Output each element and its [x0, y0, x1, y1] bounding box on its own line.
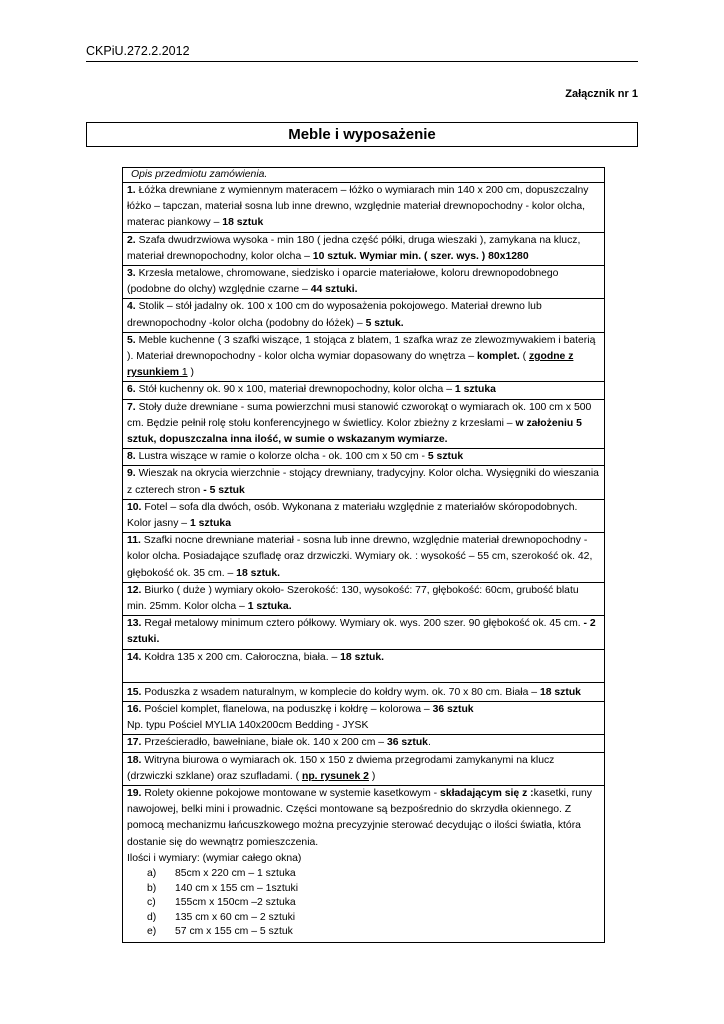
list-text: 85cm x 220 cm – 1 sztuka [175, 867, 296, 879]
item-text-end: . [427, 737, 431, 749]
item-quantity: 18 sztuk [539, 686, 581, 698]
item-quantity: 1 sztuka. [247, 601, 292, 613]
item-number: 15. [127, 686, 142, 698]
item-number: 10. [127, 501, 142, 513]
item-cell [123, 649, 605, 682]
item-text: Meble kuchenne ( 3 szafki wiszące, 1 stojąca z blatem, 1 szafka wraz ze zlewozmywakiem i baterią ). Materiał drewnopochodny - kolor olcha wymiar dopasowany do wnętrza – [127, 334, 596, 363]
item-number: 17. [127, 737, 142, 749]
table-row [123, 582, 605, 615]
item-cell [123, 533, 605, 583]
item-cell [123, 785, 605, 942]
item-text: Fotel – sofa dla dwóch, osób. Wykonana z materiału względnie z materiałów skóropodobnych. Kolor jasny – [127, 501, 578, 530]
list-item [127, 882, 600, 897]
item-number: 11. [127, 535, 141, 547]
table-row [123, 332, 605, 382]
table-row [123, 399, 605, 449]
item-quantity: 18 sztuk. [236, 567, 281, 579]
item-text: Pościel komplet, flanelowa, na poduszkę i kołdrę – kolorowa – [144, 703, 430, 715]
item-text: Stoły duże drewniane - suma powierzchni musi stanowić czworokąt o wymiarach ok. 100 cm x 500 cm. Będzie pełnił rolę stołu konferencyjnego w świetlicy. Kolor zbieżny z krzesłami – [127, 401, 592, 429]
list-text: 57 cm x 155 cm – 5 sztuk [175, 926, 293, 938]
item-text: Krzesła metalowe, chromowane, siedzisko i oparcie materiałowe, koloru drewnopodobnego (podobne do olchy) względnie czarne – [127, 268, 559, 296]
list-text: 135 cm x 60 cm – 2 sztuki [175, 911, 296, 923]
item-quantity: 10 sztuk. Wymiar min. ( szer. wys. ) 80x1280 [312, 250, 529, 262]
table-row [123, 752, 605, 785]
item-cell [123, 682, 605, 701]
item-text: Biurko ( duże ) wymiary około- Szerokość: 130, wysokość: 77, głębokość: 60cm, grubość blatu min. 25mm. Kolor olcha – [127, 584, 579, 613]
table-row [123, 168, 605, 183]
list-letter: c) [147, 897, 156, 909]
item-cell [123, 449, 605, 466]
item-text: Witryna biurowa o wymiarach ok. 150 x 150 z dwiema przegrodami zamykanymi na klucz (drzwiczki szklane) oraz szufladami. ( [127, 754, 555, 782]
table-row [123, 299, 605, 332]
item-quantity: 1 sztuka [454, 384, 496, 396]
item-quantity: 36 sztuk [386, 737, 428, 749]
dimensions-label: Ilości i wymiary: (wymiar całego okna) [127, 852, 302, 864]
item-quantity: 44 sztuki. [310, 284, 358, 296]
document-reference: CKPiU.272.2.2012 [86, 44, 190, 58]
item-number: 5. [127, 334, 136, 346]
item-cell [123, 752, 605, 785]
item-quantity: 18 sztuk [222, 217, 264, 229]
item-cell [123, 616, 605, 649]
item-product-example: Np. typu Pościel MYLIA 140x200cm Bedding - JYSK [127, 720, 369, 732]
item-text-end: ) [187, 367, 195, 379]
item-number: 2. [127, 234, 136, 246]
item-number: 6. [127, 384, 136, 396]
item-text-end: ) [368, 770, 376, 782]
page-title: Meble i wyposażenie [86, 122, 638, 147]
table-row [123, 701, 605, 734]
drawing-number: 1 [178, 367, 188, 379]
item-quantity: w założeniu 5 sztuk, dopuszczalna inna ilość, w sumie o wskazanym wymiarze. [127, 417, 582, 446]
item-number: 14. [127, 651, 142, 663]
item-text: Poduszka z wsadem naturalnym, w komplecie do kołdry wym. ok. 70 x 80 cm. Biała – [144, 686, 538, 698]
table-row [123, 735, 605, 752]
list-letter: d) [147, 911, 157, 923]
list-letter: a) [147, 867, 157, 879]
header-divider [86, 61, 638, 62]
table-row [123, 785, 605, 942]
item-number: 3. [127, 268, 136, 280]
table-row [123, 466, 605, 499]
item-quantity: 1 sztuka [189, 518, 231, 530]
item-cell [123, 266, 605, 299]
annex-label: Załącznik nr 1 [565, 88, 638, 100]
item-cell [123, 332, 605, 382]
item-text-mid: ( [519, 351, 529, 363]
item-cell [123, 466, 605, 499]
item-cell [123, 183, 605, 233]
table-row [123, 533, 605, 583]
item-number: 18. [127, 754, 142, 766]
item-number: 12. [127, 584, 142, 596]
item-quantity: komplet. [477, 351, 520, 363]
item-cell [123, 399, 605, 449]
table-row [123, 649, 605, 682]
item-number: 16. [127, 703, 142, 715]
list-text: 140 cm x 155 cm – 1sztuki [175, 882, 299, 894]
list-text: 155cm x 150cm –2 sztuka [175, 897, 296, 909]
item-quantity: 5 sztuk [427, 451, 464, 463]
item-quantity: 5 sztuk. [365, 317, 404, 329]
drawing-reference: np. rysunek 2 [301, 770, 369, 782]
item-text: Stolik – stół jadalny ok. 100 x 100 cm do wyposażenia pokojowego. Materiał drewno lub drewnopochodny -kolor olcha (podobny do łóżek) – [127, 301, 542, 329]
item-text: Lustra wiszące w ramie o kolorze olcha - ok. 100 cm x 50 cm - [138, 451, 425, 463]
item-number: 9. [127, 468, 136, 480]
item-cell [123, 701, 605, 734]
item-cell [123, 232, 605, 265]
item-text: Stół kuchenny ok. 90 x 100, materiał drewnopochodny, kolor olcha – [138, 384, 453, 396]
item-text: Regał metalowy minimum cztero półkowy. Wymiary ok. wys. 200 szer. 90 głębokość ok. 45 cm. [144, 618, 581, 630]
item-cell [123, 299, 605, 332]
item-text: Wieszak na okrycia wierzchnie - stojący drewniany, tradycyjny. Kolor olcha. Wysięgniki do wieszania z czterech stron [127, 468, 599, 496]
items-table [122, 167, 605, 943]
item-number: 19. [127, 787, 142, 799]
table-row [123, 682, 605, 701]
item-text: Kołdra 135 x 200 cm. Całoroczna, biała. – [144, 651, 338, 663]
list-letter: e) [147, 926, 157, 938]
item-description: kasetki, runy nawojowej, belki mini i prowadnic. Części montowane są bezpośrednio do skrzydła okiennego. Z pomocą mechanizmu łańcuszkowego można precyzyjnie sterować decydując o ilości światła, która dostanie się do wewnątrz pomieszczenia. [127, 787, 592, 848]
intro-cell: Opis przedmiotu zamówienia. [123, 168, 605, 183]
list-item [127, 911, 600, 926]
table-row [123, 266, 605, 299]
item-number: 8. [127, 451, 136, 463]
drawing-reference: zgodne z rysunkiem [127, 351, 574, 379]
item-text: Szafki nocne drewniane materiał - sosna lub inne drewno, względnie materiał drewnopochodny - kolor olcha. Posiadające szufladę oraz drzwiczki. Wymiary ok. : wysokość – 55 cm, szerokość ok. 42, głębokość ok. 35 cm. – [127, 535, 593, 579]
item-quantity: składającym się z : [440, 787, 534, 799]
item-number: 13. [127, 618, 142, 630]
list-letter: b) [147, 882, 157, 894]
list-item [127, 925, 600, 940]
item-number: 4. [127, 301, 136, 313]
item-cell [123, 582, 605, 615]
item-text: Łóżka drewniane z wymiennym materacem – łóżko o wymiarach min 140 x 200 cm, dopuszczalny łóżko – tapczan, materiał sosna lub inne drewno, względnie materiał drewnopochodny - kolor olcha, materac piankowy – [127, 185, 589, 229]
table-row [123, 232, 605, 265]
item-text: Szafa dwudrzwiowa wysoka - min 180 ( jedna część półki, druga wieszaki ), zamykana na klucz, materiał drewnopochodny, kolor olcha – [127, 234, 581, 262]
table-row [123, 449, 605, 466]
item-cell [123, 382, 605, 399]
item-number: 1. [127, 185, 136, 196]
table-row [123, 616, 605, 649]
item-quantity: - 2 sztuki. [127, 618, 596, 646]
item-quantity: 18 sztuk. [340, 651, 385, 663]
item-text: Prześcieradło, bawełniane, białe ok. 140 x 200 cm – [144, 737, 385, 749]
table-row [123, 499, 605, 532]
item-number: 7. [127, 401, 136, 413]
list-item [127, 867, 600, 882]
table-row [123, 382, 605, 399]
item-cell [123, 735, 605, 752]
item-text: Rolety okienne pokojowe montowane w systemie kasetkowym - [144, 787, 438, 799]
item-cell [123, 499, 605, 532]
table-row [123, 183, 605, 233]
list-item [127, 896, 600, 911]
item-quantity: 36 sztuk [432, 703, 474, 715]
item-quantity: - 5 sztuk [203, 484, 245, 496]
